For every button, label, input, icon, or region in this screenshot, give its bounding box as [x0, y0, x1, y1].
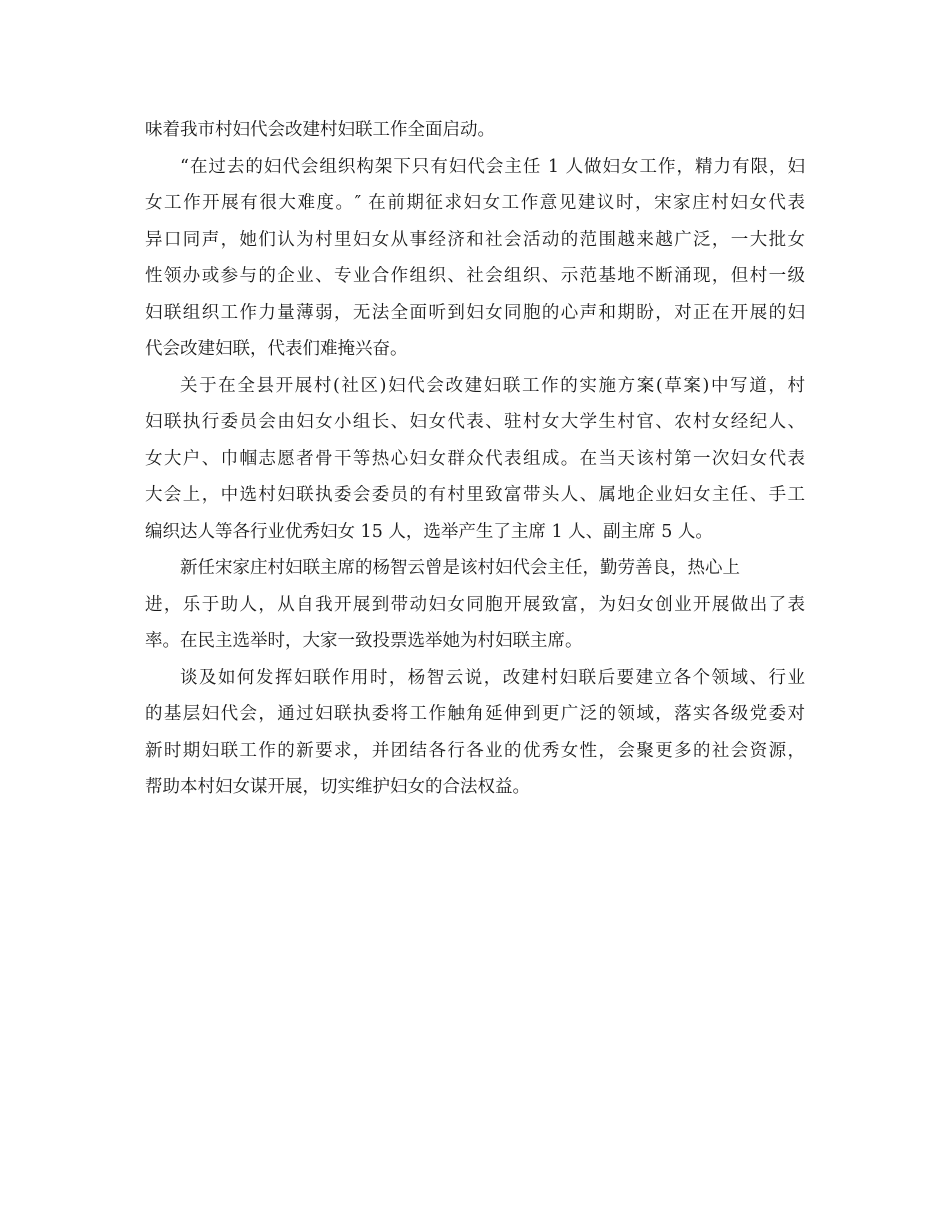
text-line: 女大户、巾帼志愿者骨干等热心妇女群众代表组成。在当天该村第一次妇女代表: [145, 448, 805, 469]
paragraph-5: [145, 660, 805, 806]
text-line: 新时期妇联工作的新要求，并团结各行各业的优秀女性，会聚更多的社会资源，: [145, 740, 805, 761]
text-line: 妇联组织工作力量薄弱，无法全面听到妇女同胞的心声和期盼，对正在开展的妇: [145, 302, 805, 323]
paragraph-3: [145, 368, 805, 551]
text-line: “在过去的妇代会组织构架下只有妇代会主任 1 人做妇女工作，精力有限，妇: [180, 156, 805, 177]
text-line: 妇联执行委员会由妇女小组长、妇女代表、驻村女大学生村官、农村女经纪人、: [145, 412, 805, 432]
paragraph-4: [145, 550, 805, 660]
text-line: 新任宋家庄村妇联主席的杨智云曾是该村妇代会主任，勤劳善良，热心上: [180, 558, 740, 578]
paragraph-2: [145, 149, 805, 368]
paragraph-1: [145, 112, 805, 149]
text-line: 帮助本村妇女谋开展，切实维护妇女的合法权益。: [145, 777, 530, 797]
text-line: 关于在全县开展村(社区)妇代会改建妇联工作的实施方案(草案)中写道，村: [180, 375, 805, 396]
text-line: 味着我市村妇代会改建村妇联工作全面启动。: [145, 120, 495, 140]
text-line: 编织达人等各行业优秀妇女 15 人，选举产生了主席 1 人、副主席 5 人。: [145, 521, 713, 542]
text-line: 女工作开展有很大难度。″ 在前期征求妇女工作意见建议时，宋家庄村妇女代表: [145, 193, 805, 213]
document-body: [145, 112, 805, 806]
text-line: 性领办或参与的企业、专业合作组织、社会组织、示范基地不断涌现，但村一级: [145, 266, 805, 286]
text-line: 进，乐于助人，从自我开展到带动妇女同胞开展致富，为妇女创业开展做出了表: [145, 594, 805, 615]
text-line: 代会改建妇联，代表们难掩兴奋。: [145, 339, 408, 359]
text-line: 大会上，中选村妇联执委会委员的有村里致富带头人、属地企业妇女主任、手工: [145, 485, 805, 505]
text-line: 的基层妇代会，通过妇联执委将工作触角延伸到更广泛的领域，落实各级党委对: [145, 704, 805, 724]
text-line: 谈及如何发挥妇联作用时，杨智云说，改建村妇联后要建立各个领域、行业: [180, 667, 805, 688]
text-line: 异口同声，她们认为村里妇女从事经济和社会活动的范围越来越广泛，一大批女: [145, 229, 805, 250]
text-line: 率。在民主选举时，大家一致投票选举她为村妇联主席。: [145, 631, 583, 651]
